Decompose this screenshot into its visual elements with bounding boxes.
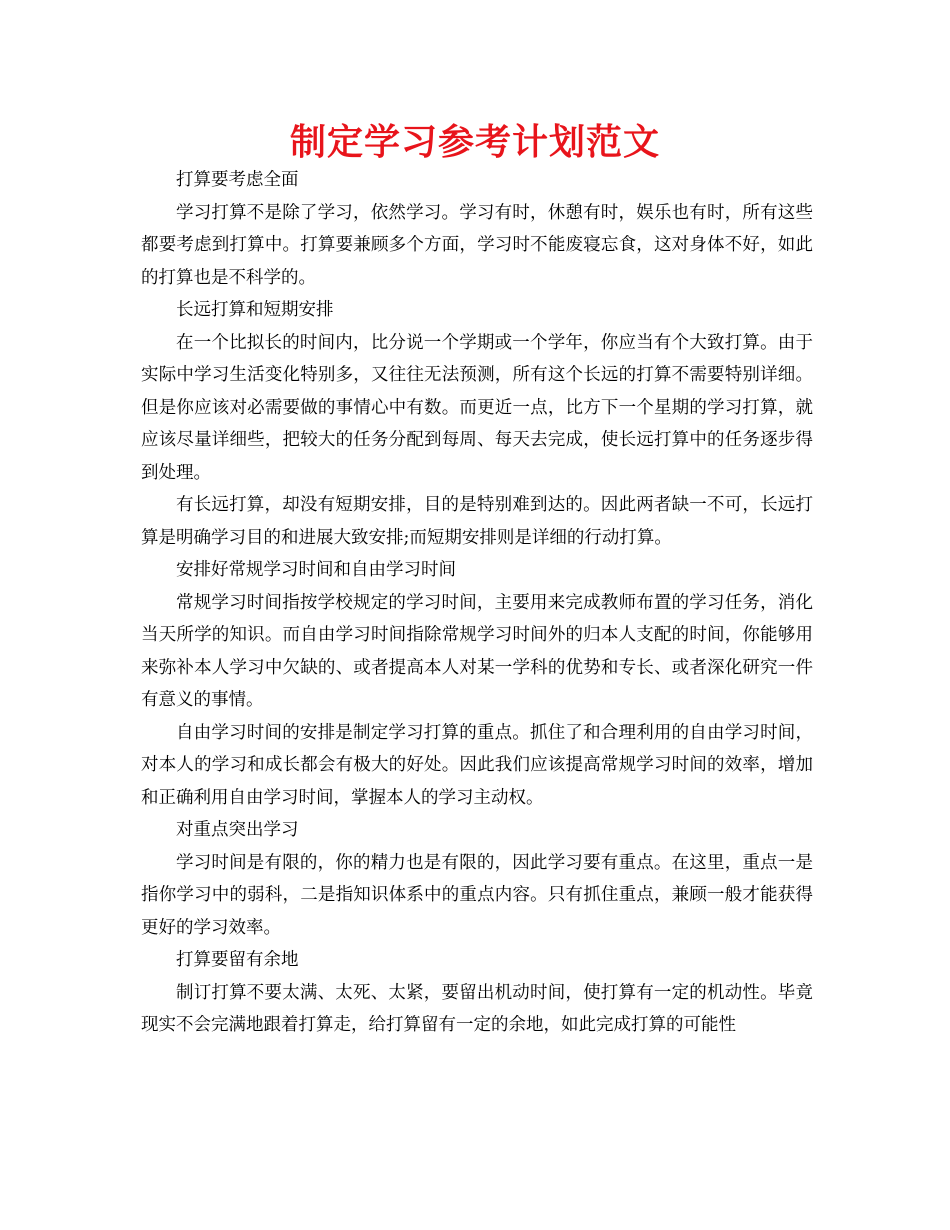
paragraph: 学习时间是有限的，你的精力也是有限的，因此学习要有重点。在这里，重点一是指你学习中的弱科，二是指知识体系中的重点内容。只有抓住重点，兼顾一般才能获得更好的学习效率。 bbox=[141, 852, 813, 938]
section-heading-focus: 对重点突出学习 bbox=[176, 820, 299, 840]
paragraph: 自由学习时间的安排是制定学习打算的重点。抓住了和合理利用的自由学习时间，对本人的学习和成长都会有极大的好处。因此我们应该提高常规学习时间的效率，增加和正确利用自由学习时间，掌握本人的学习主动权。 bbox=[141, 722, 813, 808]
section-heading-leave-margin: 打算要留有余地 bbox=[176, 950, 299, 970]
paragraph: 有长远打算，却没有短期安排，目的是特别难到达的。因此两者缺一不可，长远打算是明确学习目的和进展大致安排;而短期安排则是详细的行动打算。 bbox=[141, 495, 813, 548]
paragraph: 学习打算不是除了学习，依然学习。学习有时，休憩有时，娱乐也有时，所有这些都要考虑到打算中。打算要兼顾多个方面，学习时不能废寝忘食，这对身体不好，如此的打算也是不科学的。 bbox=[141, 202, 813, 288]
section-heading-study-time: 安排好常规学习时间和自由学习时间 bbox=[176, 560, 456, 580]
section-heading-comprehensive: 打算要考虑全面 bbox=[176, 170, 299, 190]
paragraph: 在一个比拟长的时间内，比分说一个学期或一个学年，你应当有个大致打算。由于实际中学习生活变化特别多，又往往无法预测，所有这个长远的打算不需要特别详细。但是你应该对必需要做的事情心中有数。而更近一点，比方下一个星期的学习打算，就应该尽量详细些，把较大的任务分配到每周、每天去完成，使长远打算中的任务逐步得到处理。 bbox=[141, 332, 813, 483]
paragraph: 常规学习时间指按学校规定的学习时间，主要用来完成教师布置的学习任务，消化当天所学的知识。而自由学习时间指除常规学习时间外的归本人支配的时间，你能够用来弥补本人学习中欠缺的、或者提高本人对某一学科的优势和专长、或者深化研究一件有意义的事情。 bbox=[141, 592, 813, 710]
document-title: 制定学习参考计划范文 bbox=[289, 122, 660, 163]
paragraph: 制订打算不要太满、太死、太紧，要留出机动时间，使打算有一定的机动性。毕竟现实不会完满地跟着打算走，给打算留有一定的余地，如此完成打算的可能性 bbox=[141, 982, 813, 1035]
section-heading-long-short-term: 长远打算和短期安排 bbox=[176, 300, 334, 320]
document-body bbox=[141, 164, 813, 1042]
